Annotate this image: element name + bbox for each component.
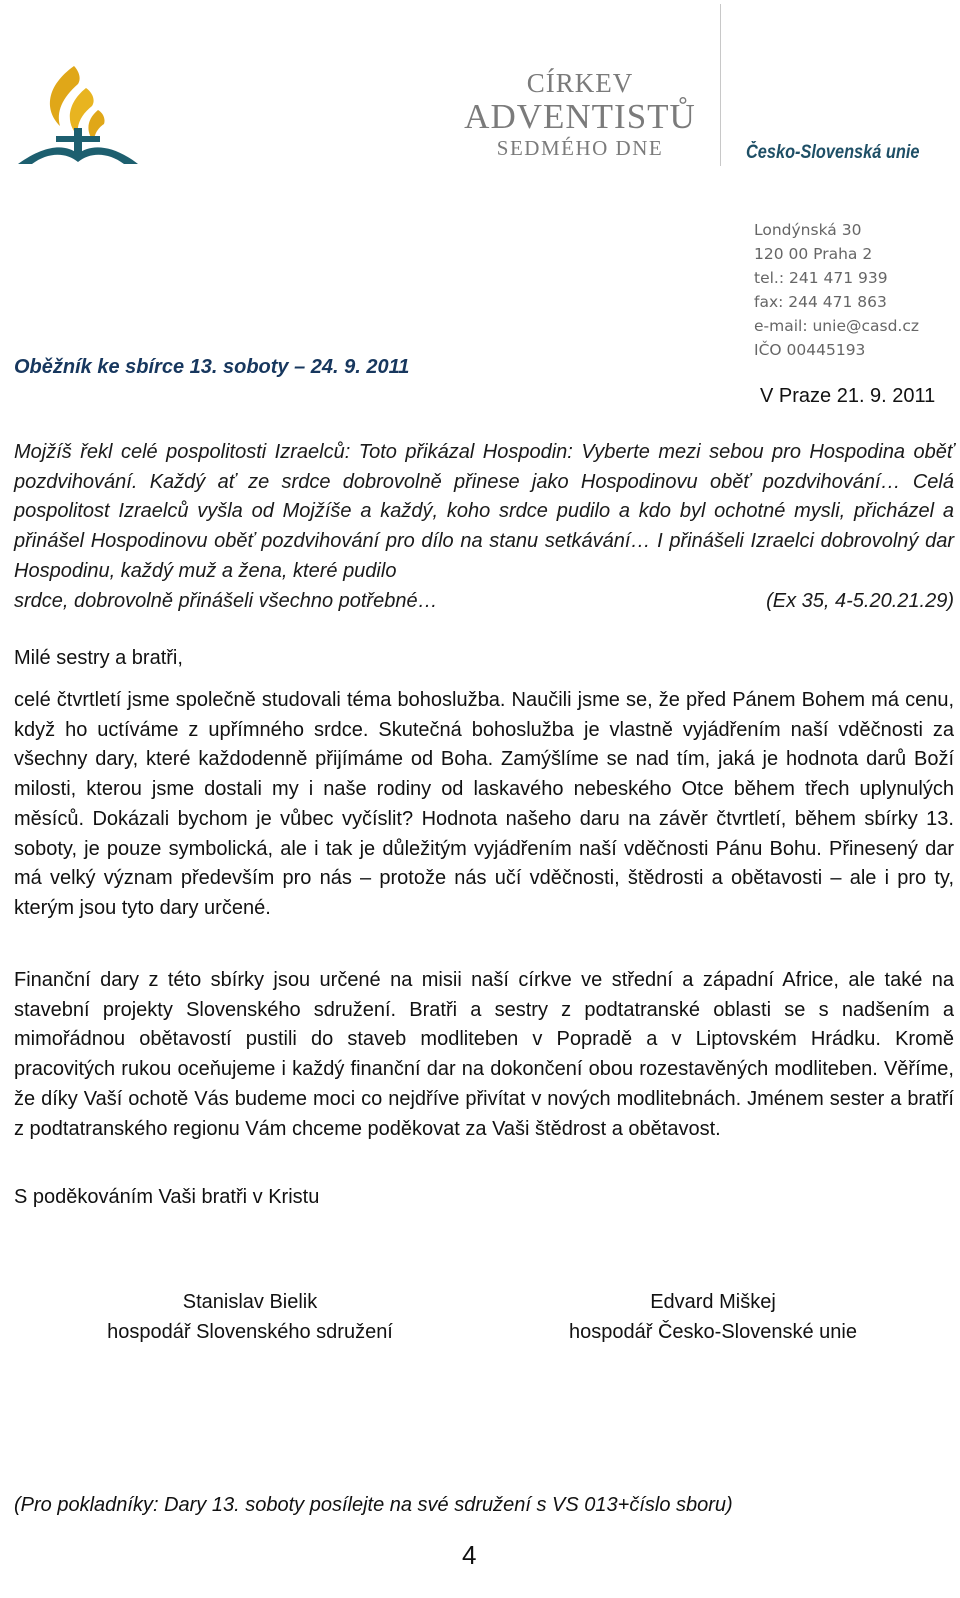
address-fax: fax: 244 471 863	[754, 293, 887, 311]
quote-text-end: srdce, dobrovolně přinášeli všechno potřebné…	[14, 589, 438, 612]
signature-block	[548, 1287, 878, 1347]
address-email: e-mail: unie@casd.cz	[754, 317, 919, 335]
signature-role: hospodář Slovenského sdružení	[107, 1321, 393, 1343]
brand-line-3: SEDMÉHO DNE	[496, 136, 664, 160]
letter-date: V Praze 21. 9. 2011	[760, 385, 936, 407]
closing-line: S poděkováním Vaši bratři v Kristu	[14, 1186, 320, 1208]
quote-last-line	[14, 587, 954, 617]
brand-line-1: CÍRKEV	[526, 68, 634, 98]
brand-line-2: ADVENTISTŮ	[464, 97, 696, 136]
address-street: Londýnská 30	[754, 221, 862, 239]
header-divider	[720, 4, 721, 166]
greeting: Milé sestry a bratři,	[14, 647, 183, 669]
address-phone: tel.: 241 471 939	[754, 269, 888, 287]
signature-role: hospodář Česko-Slovenské unie	[569, 1321, 857, 1343]
bible-quote	[14, 438, 954, 616]
signature-name: Stanislav Bielik	[182, 1291, 318, 1313]
quote-text: Mojžíš řekl celé pospolitosti Izraelců: Toto přikázal Hospodin: Vyberte mezi sebou pro Hospodina oběť pozdvihování. Každý ať ze srdce dobrovolně přinese jako Hospodinovu oběť pozdvihování… Celá pospolitost Izraelců vyšla od Mojžíše a každý, koho srdce pudilo a kdo byl ochotné mysli, přicházel a přinášel Hospodinovu oběť pozdvihování pro dílo na stanu setkávání… I přinášeli Izraelci dobrovolný dar Hospodinu, každý muž a žena, které pudilo	[14, 441, 954, 582]
treasurer-note: (Pro pokladníky: Dary 13. soboty posílejte na své sdružení s VS 013+číslo sboru)	[14, 1494, 733, 1516]
body-paragraph: celé čtvrtletí jsme společně studovali téma bohoslužba. Naučili jsme se, že před Pánem Bohem má cenu, když ho uctíváme z upřímného srdce. Skutečná bohoslužba je vlastně vyjádřením naší vděčnosti za všechny dary, které každodenně přijímáme od Boha. Zamýšlíme se nad tím, jaká je hodnota darů Boží milosti, kterou jsme dostali my i naše rodiny od laskavého nebeského Otce během třech uplynulých měsíců. Dokázali bychom je vůbec vyčíslit? Hodnota našeho daru na závěr čtvrtletí, během sbírky 13. soboty, je pouze symbolická, ale i tak je důležitým vyjádřením naší vděčnosti Pánu Bohu. Přinesený dar má velký význam především pro nás – protože nás učí vděčnosti, štědrosti a obětavosti – ale i pro ty, kterým jsou tyto dary určené.	[14, 689, 954, 919]
page-number: 4	[462, 1540, 477, 1570]
quote-reference: (Ex 35, 4-5.20.21.29)	[766, 589, 954, 612]
signature-block	[86, 1287, 414, 1347]
letter-subject: Oběžník ke sbírce 13. soboty – 24. 9. 2011	[14, 356, 410, 378]
church-wordmark	[462, 68, 698, 160]
signature-name: Edvard Miškej	[650, 1291, 776, 1313]
union-name: Česko-Slovenská unie	[746, 142, 920, 163]
address-ico: IČO 00445193	[754, 341, 866, 359]
address-city: 120 00 Praha 2	[754, 245, 873, 263]
body-paragraph: Finanční dary z této sbírky jsou určené na misii naší církve ve střední a západní Africe, ale také na stavební projekty Slovenského sdružení. Bratři a sestry z podtatranské oblasti se s nadšením a mimořádnou obětavostí pustili do staveb modliteben v Popradě a v Liptovském Hrádku. Kromě pracovitých rukou oceňujeme i každý finanční dar na dokončení obou rozestavěných modliteben. Věříme, že díky Vaší ochotě Vás budeme moci co nejdříve přivítat v nových modlitebnách. Jménem sester a bratří z podtatranského regionu Vám chceme poděkovat za Vaši štědrost a obětavost.	[14, 969, 954, 1140]
address-block	[754, 218, 919, 362]
church-logo-icon	[16, 58, 140, 170]
